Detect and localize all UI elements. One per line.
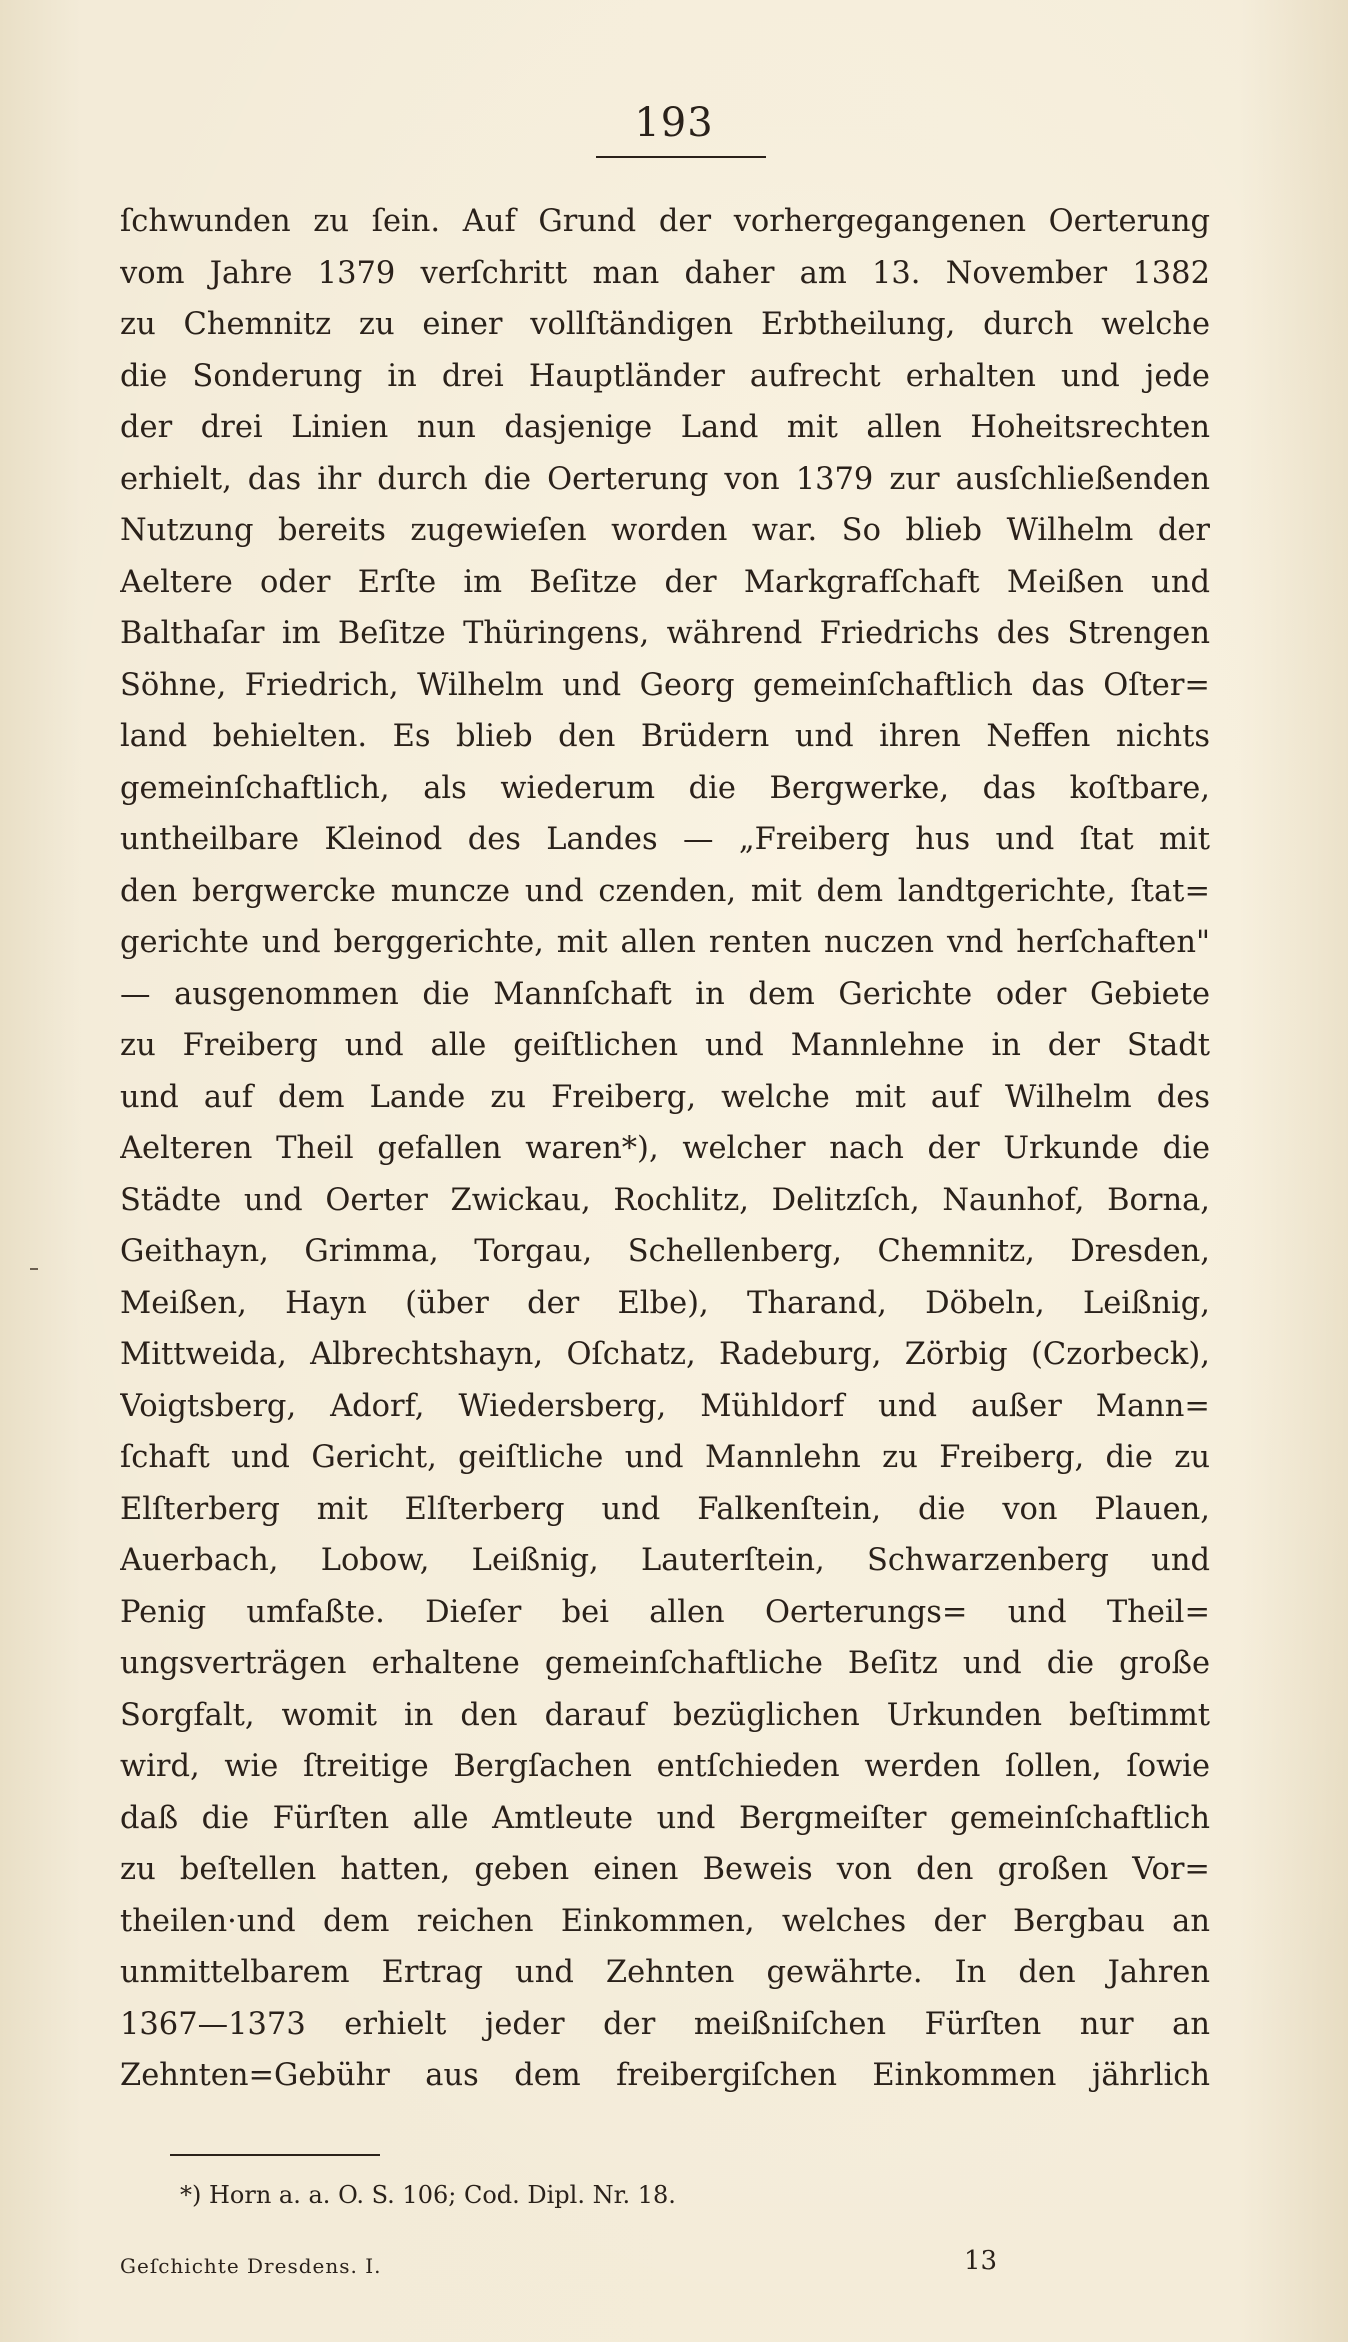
text-line: ungsverträgen erhaltene gemeinſchaftliche Beſitz und die große (120, 1646, 1210, 1681)
text-line: daß die Fürſten alle Amtleute und Bergmeiſter gemeinſchaftlich (120, 1800, 1210, 1836)
text-line: der drei Linien nun dasjenige Land mit allen Hoheitsrechten (120, 410, 1210, 445)
page-number-rule (596, 156, 766, 158)
text-line: und auf dem Lande zu Freiberg, welche mit auf Wilhelm des (120, 1079, 1210, 1115)
text-line: zu beſtellen hatten, geben einen Beweis von den großen Vor= (120, 1852, 1210, 1887)
text-line: — ausgenommen die Mannſchaft in dem Gerichte oder Gebiete (120, 976, 1210, 1012)
signature-mark: 13 (964, 2246, 998, 2276)
text-line: 1367—1373 erhielt jeder der meißniſchen Fürſten nur an (120, 2006, 1210, 2042)
text-line: vom Jahre 1379 verſchritt man daher am 13. November 1382 (120, 255, 1210, 291)
text-line: Voigtsberg, Adorf, Wiedersberg, Mühldorf und außer Mann= (120, 1388, 1210, 1424)
footnote: *) Horn a. a. O. S. 106; Cod. Dipl. Nr. 18. (180, 2181, 676, 2209)
text-line: zu Freiberg und alle geiſtlichen und Mannlehne in der Stadt (120, 1028, 1210, 1063)
body-text (120, 196, 1210, 2102)
text-line: zu Chemnitz zu einer vollſtändigen Erbtheilung, durch welche (120, 307, 1210, 342)
text-line: Penig umfaßte. Dieſer bei allen Oerterungs= und Theil= (120, 1594, 1210, 1630)
page-number: 193 (634, 100, 714, 146)
text-line: Meißen, Hayn (über der Elbe), Tharand, Döbeln, Leißnig, (120, 1285, 1210, 1321)
text-line: Elſterberg mit Elſterberg und Falkenſtein, die von Plauen, (120, 1491, 1210, 1527)
text-line: Söhne, Friedrich, Wilhelm und Georg gemeinſchaftlich das Oſter= (120, 667, 1210, 703)
footnote-rule (170, 2154, 380, 2156)
text-line: ſchwunden zu ſein. Auf Grund der vorhergegangenen Oerterung (120, 204, 1210, 239)
text-line: Mittweida, Albrechtshayn, Oſchatz, Radeburg, Zörbig (Czorbeck), (120, 1337, 1210, 1372)
text-line: gemeinſchaftlich, als wiederum die Bergwerke, das koſtbare, (120, 770, 1210, 806)
margin-mark (30, 1268, 38, 1270)
text-line: Aeltere oder Erſte im Beſitze der Markgrafſchaft Meißen und (120, 564, 1210, 600)
text-line: gerichte und berggerichte, mit allen renten nuczen vnd herſchaften" (120, 925, 1210, 960)
signature-title: Geſchichte Dresdens. I. (120, 2254, 382, 2278)
text-line: wird, wie ſtreitige Bergſachen entſchieden werden ſollen, ſowie (120, 1749, 1210, 1784)
text-line: land behielten. Es blieb den Brüdern und ihren Neffen nichts (120, 719, 1210, 754)
text-line: Aelteren Theil gefallen waren*), welcher nach der Urkunde die (120, 1131, 1210, 1166)
text-line: unmittelbarem Ertrag und Zehnten gewährte. In den Jahren (120, 1955, 1210, 1990)
text-line: erhielt, das ihr durch die Oerterung von 1379 zur ausſchließenden (120, 461, 1210, 497)
text-line: den bergwercke muncze und czenden, mit dem landtgerichte, ſtat= (120, 873, 1210, 909)
text-line: Nutzung bereits zugewieſen worden war. So blieb Wilhelm der (120, 513, 1210, 548)
text-line: ſchaft und Gericht, geiſtliche und Mannlehn zu Freiberg, die zu (120, 1440, 1210, 1475)
text-line: Balthaſar im Beſitze Thüringens, während Friedrichs des Strengen (120, 616, 1210, 651)
text-line: Städte und Oerter Zwickau, Rochlitz, Delitzſch, Naunhof, Borna, (120, 1182, 1210, 1218)
text-line: theilen·und dem reichen Einkommen, welches der Bergbau an (120, 1903, 1210, 1939)
text-line: Geithayn, Grimma, Torgau, Schellenberg, Chemnitz, Dresden, (120, 1234, 1210, 1269)
text-line: Sorgfalt, womit in den darauf bezüglichen Urkunden beſtimmt (120, 1697, 1210, 1733)
text-line: Auerbach, Lobow, Leißnig, Lauterſtein, Schwarzenberg und (120, 1543, 1210, 1578)
text-line: untheilbare Kleinod des Landes — „Freiberg hus und ſtat mit (120, 822, 1210, 857)
text-line: Zehnten=Gebühr aus dem freibergiſchen Einkommen jährlich (120, 2058, 1210, 2093)
text-line: die Sonderung in drei Hauptländer aufrecht erhalten und jede (120, 358, 1210, 394)
